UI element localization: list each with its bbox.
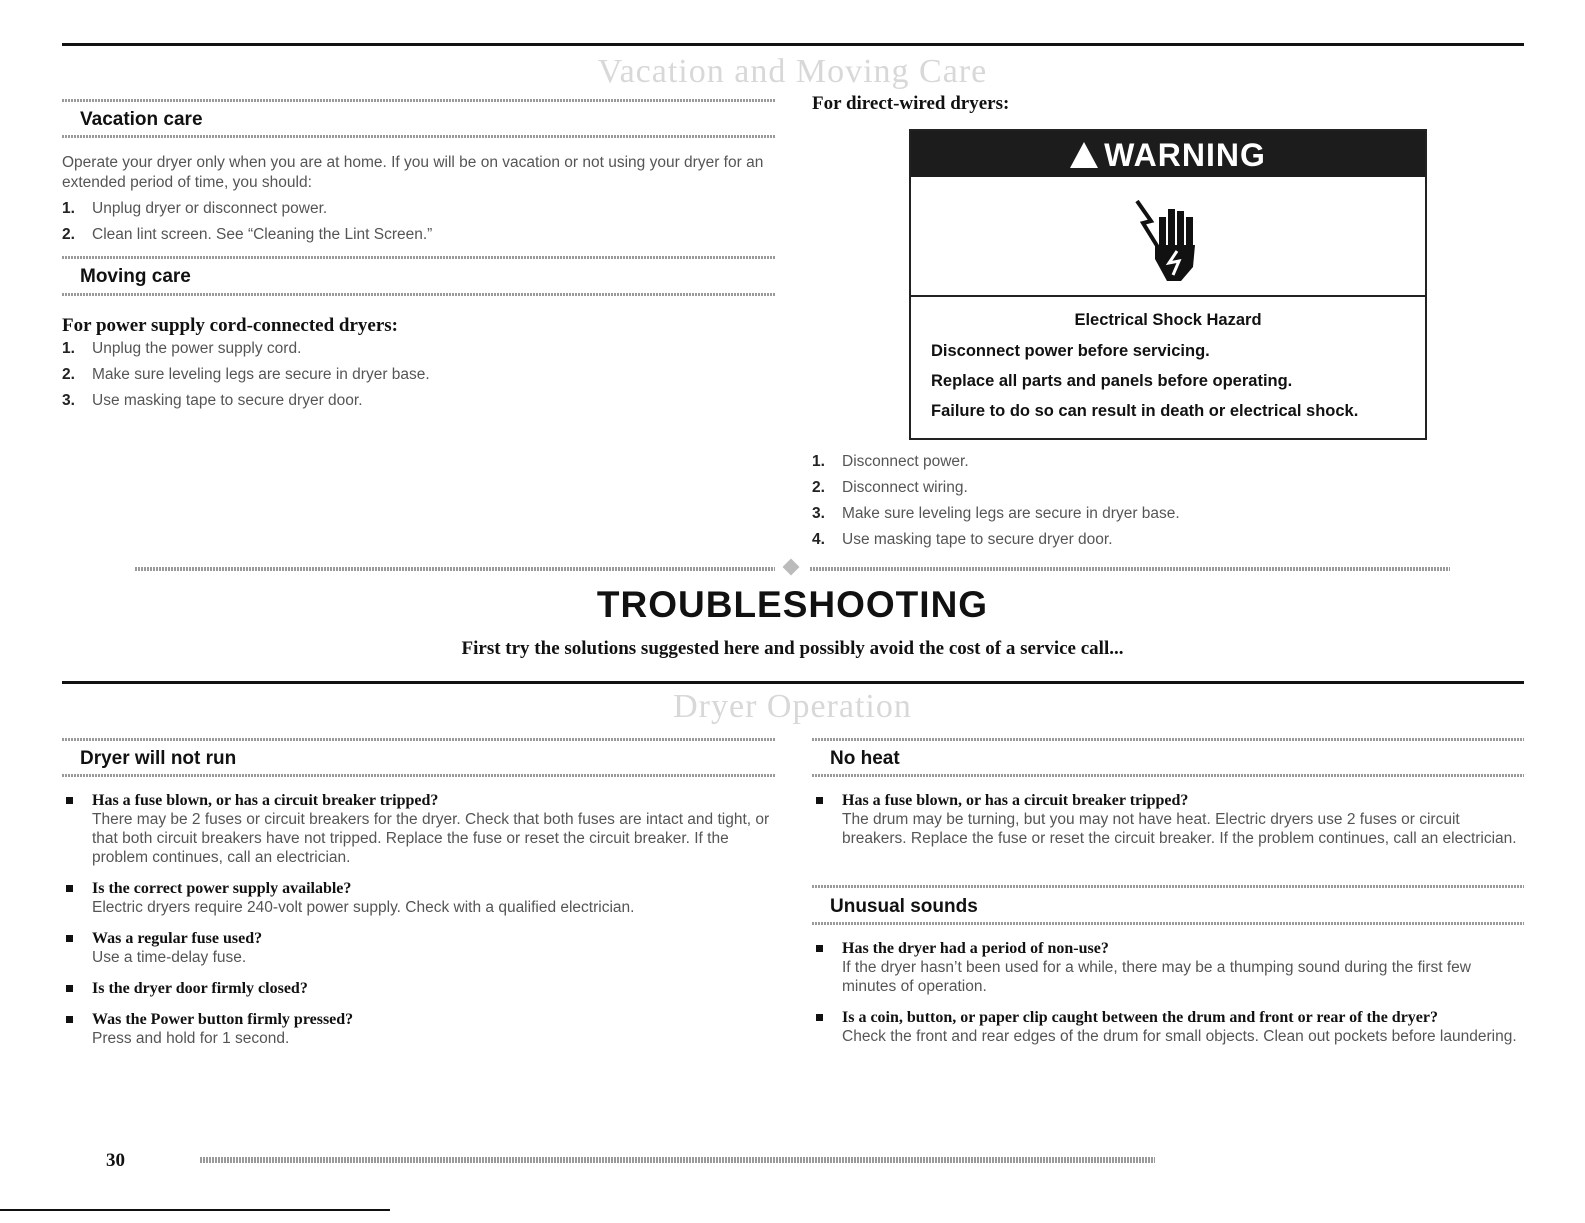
diamond-ornament-icon: [783, 559, 800, 576]
shock-hazard-icon: [911, 177, 1425, 297]
moving-care-rule-bottom: [62, 293, 776, 296]
list-item: [812, 504, 1512, 524]
list-item: [62, 391, 774, 411]
dryer-not-run-rule-top: [62, 738, 776, 741]
list-item: [62, 339, 774, 359]
no-heat-rule-bottom: [812, 774, 1524, 777]
step-number: 4.: [812, 531, 825, 548]
step-text: Disconnect wiring.: [842, 479, 968, 496]
vacation-care-steps: [62, 199, 774, 251]
question-text: Has the dryer had a period of non-use?: [842, 940, 1109, 957]
bullet-icon: [816, 797, 823, 804]
bottom-edge-rule: [0, 1209, 390, 1211]
step-number: 1.: [812, 453, 825, 470]
question-text: Is the dryer door firmly closed?: [92, 980, 308, 997]
warning-lines: [931, 342, 1415, 432]
list-item: [62, 365, 774, 385]
warning-line: Failure to do so can result in death or electrical shock.: [931, 402, 1359, 420]
vacation-care-heading: Vacation care: [80, 109, 203, 130]
list-item: [812, 791, 1524, 848]
vacation-care-rule-bottom: [62, 135, 776, 138]
warning-banner: [911, 131, 1425, 177]
bullet-icon: [66, 985, 73, 992]
bullet-icon: [66, 797, 73, 804]
moving-care-rule-top: [62, 256, 776, 259]
question-text: Is a coin, button, or paper clip caught between the drum and front or rear of the dryer?: [842, 1009, 1438, 1026]
list-item: [812, 478, 1512, 498]
list-item: [62, 1010, 774, 1048]
bullet-icon: [66, 885, 73, 892]
vacation-section-title: Vacation and Moving Care: [597, 53, 988, 90]
question-text: Was a regular fuse used?: [92, 930, 263, 947]
list-item: [62, 225, 774, 245]
answer-text: Check the front and rear edges of the drum for small objects. Clean out pockets before laundering.: [842, 1028, 1517, 1045]
dryer-not-run-items: [62, 791, 774, 1060]
no-heat-items: [812, 791, 1524, 860]
bullet-icon: [66, 935, 73, 942]
step-number: 2.: [62, 366, 75, 383]
list-item: [812, 530, 1512, 550]
list-item: [62, 979, 774, 998]
step-number: 1.: [62, 340, 75, 357]
answer-text: If the dryer hasn’t been used for a while, there may be a thumping sound during the first few minutes of operation.: [842, 959, 1471, 995]
troubleshooting-title: TROUBLESHOOTING: [596, 584, 989, 625]
list-item: [812, 1008, 1524, 1046]
step-number: 3.: [62, 392, 75, 409]
answer-text: The drum may be turning, but you may not have heat. Electric dryers use 2 fuses or circuit breakers. Replace the fuse or reset the circuit breaker. If the problem continues, call an electrician.: [842, 811, 1517, 847]
warning-line: Disconnect power before servicing.: [931, 342, 1210, 360]
step-text: Make sure leveling legs are secure in dryer base.: [842, 505, 1180, 522]
unusual-sounds-heading: Unusual sounds: [830, 896, 978, 917]
bullet-icon: [66, 1016, 73, 1023]
direct-wired-heading: For direct-wired dryers:: [812, 93, 1010, 114]
footer-rule: [200, 1157, 1155, 1163]
troubleshooting-subtitle: First try the solutions suggested here and possibly avoid the cost of a service call...: [461, 638, 1124, 659]
cord-connected-steps: [62, 339, 774, 417]
step-number: 2.: [812, 479, 825, 496]
page-number: 30: [106, 1150, 125, 1171]
cord-connected-heading: For power supply cord-connected dryers:: [62, 315, 398, 336]
answer-text: Electric dryers require 240-volt power supply. Check with a qualified electrician.: [92, 899, 635, 916]
warning-box: [909, 129, 1427, 440]
step-number: 1.: [62, 200, 75, 217]
no-heat-heading: No heat: [830, 748, 900, 769]
list-item: [812, 452, 1512, 472]
step-text: Clean lint screen. See “Cleaning the Lint Screen.”: [92, 226, 433, 243]
warning-hazard-title: Electrical Shock Hazard: [1074, 311, 1262, 329]
warning-triangle-icon: [1070, 142, 1098, 168]
warning-line: Replace all parts and panels before operating.: [931, 372, 1293, 390]
dryer-not-run-heading: Dryer will not run: [80, 748, 237, 769]
unusual-sounds-rule-top: [812, 885, 1524, 888]
moving-care-heading: Moving care: [80, 266, 191, 287]
step-number: 2.: [62, 226, 75, 243]
bullet-icon: [816, 945, 823, 952]
divider-right: [810, 567, 1450, 571]
answer-text: Press and hold for 1 second.: [92, 1030, 290, 1047]
bullet-icon: [816, 1014, 823, 1021]
list-item: [62, 879, 774, 917]
step-text: Use masking tape to secure dryer door.: [842, 531, 1113, 548]
step-text: Unplug the power supply cord.: [92, 340, 302, 357]
list-item: [812, 939, 1524, 996]
question-text: Was the Power button firmly pressed?: [92, 1011, 354, 1028]
vacation-care-intro: Operate your dryer only when you are at home. If you will be on vacation or not using your dryer for an extended period of time, you should:: [62, 154, 764, 191]
top-rule: [62, 43, 1524, 46]
dryer-operation-title: Dryer Operation: [673, 688, 912, 725]
step-text: Make sure leveling legs are secure in dryer base.: [92, 366, 430, 383]
step-text: Disconnect power.: [842, 453, 969, 470]
direct-wired-steps: [812, 452, 1512, 556]
step-number: 3.: [812, 505, 825, 522]
list-item: [62, 199, 774, 219]
question-text: Has a fuse blown, or has a circuit breaker tripped?: [842, 792, 1189, 809]
answer-text: There may be 2 fuses or circuit breakers for the dryer. Check that both fuses are intact and tight, or that both circuit breakers have not tripped. Replace the fuse or reset the circuit breaker. If the problem continues, call an electrician.: [92, 811, 770, 866]
unusual-sounds-rule-bottom: [812, 922, 1524, 925]
warning-banner-text: WARNING: [1104, 137, 1266, 173]
question-text: Has a fuse blown, or has a circuit breaker tripped?: [92, 792, 439, 809]
list-item: [62, 791, 774, 867]
step-text: Unplug dryer or disconnect power.: [92, 200, 328, 217]
answer-text: Use a time-delay fuse.: [92, 949, 247, 966]
dryer-operation-rule: [62, 681, 1524, 684]
dryer-not-run-rule-bottom: [62, 774, 776, 777]
step-text: Use masking tape to secure dryer door.: [92, 392, 363, 409]
unusual-sounds-items: [812, 939, 1524, 1058]
no-heat-rule-top: [812, 738, 1524, 741]
list-item: [62, 929, 774, 967]
vacation-care-rule-top: [62, 99, 776, 102]
divider-left: [135, 567, 775, 571]
question-text: Is the correct power supply available?: [92, 880, 352, 897]
